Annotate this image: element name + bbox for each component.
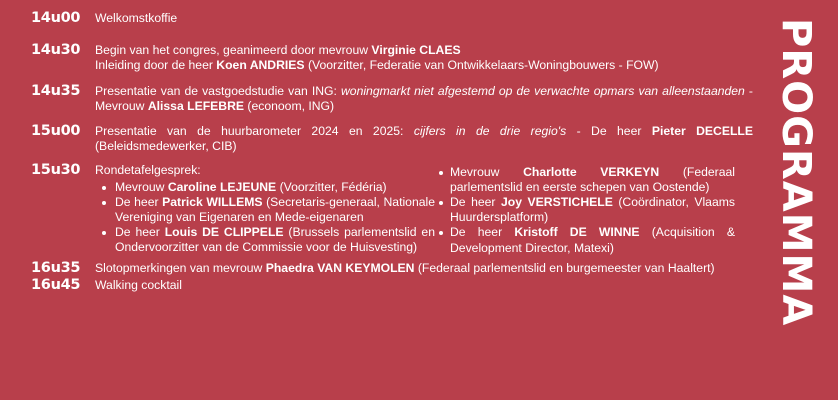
speaker-name: Alissa LEFEBRE	[147, 98, 245, 113]
time-label: 15u00	[31, 123, 81, 140]
panelist-name: Kristoff DE WINNE	[514, 225, 640, 240]
panelist-item: De heer Kristoff DE WINNE (Acquisition & Development Director, Matexi)	[435, 225, 735, 255]
item-description: Welkomstkoffie	[95, 11, 178, 25]
item-description: Walking cocktail	[95, 278, 182, 293]
panelist-name: Louis DE CLIPPELE	[164, 225, 284, 240]
speaker-name: Phaedra VAN KEYMOLEN	[265, 260, 415, 275]
panelist-list	[95, 180, 435, 256]
panelist-item: De heer Joy VERSTICHELE (Coördinator, Vlaams Huurdersplatform)	[435, 195, 735, 225]
item-description: Slotopmerkingen van mevrouw Phaedra VAN KEYMOLEN (Federaal parlementslid en burgemeester van Haaltert)	[95, 260, 715, 275]
time-label: 14u30	[31, 42, 81, 59]
time-label: 14u00	[31, 10, 81, 26]
panelist-name: Charlotte VERKEYN	[523, 164, 660, 179]
item-description: Presentatie van de vastgoedstudie van ING: woningmarkt niet afgestemd op de verwachte opmars van alleenstaanden - Mevrouw Alissa LEFEBRE (econoom, ING)	[95, 83, 753, 113]
item-description: Presentatie van de huurbarometer 2024 en 2025: cijfers in de drie regio's - De heer Pieter DECELLE (Beleidsmedewerker, CIB)	[95, 124, 754, 154]
speaker-name: Virginie CLAES	[371, 43, 461, 58]
schedule-row	[31, 278, 753, 293]
panelist-item: Mevrouw Charlotte VERKEYN (Federaal parlementslid en eerste schepen van Oostende)	[435, 165, 735, 195]
panelist-name: Joy VERSTICHELE	[501, 195, 613, 210]
panelist-name: Caroline LEJEUNE	[167, 179, 277, 194]
description-line: Begin van het congres, geanimeerd door mevrouw Virginie CLAES	[95, 43, 461, 58]
schedule-row	[31, 124, 753, 154]
schedule-row	[31, 261, 753, 276]
time-label: 14u35	[31, 82, 81, 99]
time-label: 16u35	[31, 259, 81, 276]
panelist-name: Patrick WILLEMS	[162, 194, 263, 209]
time-label: 16u45	[31, 277, 81, 294]
schedule	[31, 8, 753, 293]
panelist-item: De heer Louis DE CLIPPELE (Brussels parlementslid en Ondervoorzitter van de Commissie voor de Huisvesting)	[95, 225, 435, 255]
panelist-item: Mevrouw Caroline LEJEUNE (Voorzitter, Fédéria)	[95, 180, 435, 195]
panelist-list	[435, 165, 735, 256]
panel-heading: Rondetafelgesprek:	[95, 163, 201, 178]
schedule-row	[31, 43, 753, 73]
presentation-title: woningmarkt niet afgestemd op de verwachte opmars van alleenstaanden	[340, 83, 745, 98]
description-line: Inleiding door de heer Koen ANDRIES (Voorzitter, Federatie van Ontwikkelaars-Woningbouwers - FOW)	[95, 58, 659, 73]
page-title	[770, 18, 822, 378]
panelist-item: De heer Patrick WILLEMS (Secretaris-generaal, Nationale Vereniging van Eigenaren en Mede-eigenaren	[95, 195, 435, 225]
schedule-row	[31, 163, 753, 255]
panel-column-right	[435, 165, 735, 256]
item-description	[95, 163, 753, 255]
presentation-title: cijfers in de drie regio's	[413, 124, 567, 139]
page-title-text: PROGRAMMA	[773, 18, 819, 327]
item-description	[95, 43, 753, 73]
time-label: 15u30	[31, 162, 81, 179]
schedule-row	[31, 84, 753, 114]
panel-column-left	[95, 180, 435, 256]
speaker-name: Koen ANDRIES	[216, 58, 305, 73]
speaker-name: Pieter DECELLE	[651, 124, 754, 139]
schedule-row	[31, 11, 753, 26]
